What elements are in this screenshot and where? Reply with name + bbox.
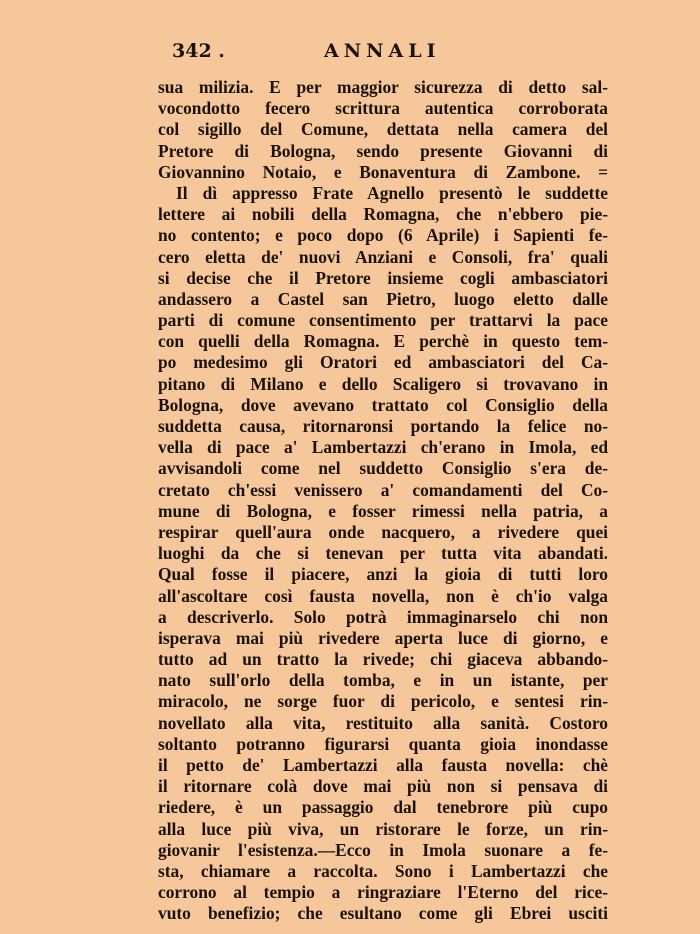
text-line: Bologna, dove avevano trattato col Consiglio della bbox=[158, 394, 608, 415]
text-line: isperava mai più rivedere aperta luce di giorno, e bbox=[158, 627, 608, 648]
text-line: riedere, è un passaggio dal tenebrore più cupo bbox=[158, 797, 608, 818]
page-header bbox=[158, 40, 608, 68]
text-line: si decise che il Pretore insieme cogli ambasciatori bbox=[158, 267, 608, 288]
page-number: 342 . bbox=[172, 40, 225, 62]
text-line: il petto de' Lambertazzi alla fausta novella: chè bbox=[158, 755, 608, 775]
text-line: pitano di Milano e dello Scaligero si trovavano in bbox=[158, 373, 608, 394]
text-line: parti di comune consentimento per trattarvi la pace bbox=[158, 310, 608, 331]
text-line: luoghi da che si tenevan per tutta vita abandati. bbox=[158, 543, 608, 564]
text-line: vuto benefizio; che esultano come gli Ebrei usciti bbox=[158, 903, 608, 924]
text-line: Giovannino Notaio, e Bonaventura di Zambone. = bbox=[158, 161, 608, 182]
text-line: nato sull'orlo della tomba, e in un istante, per bbox=[158, 670, 608, 691]
text-line: mune di Bologna, e fosser rimessi nella patria, a bbox=[158, 500, 608, 521]
text-line: alla luce più viva, un ristorare le forze, un rin- bbox=[158, 818, 608, 839]
text-line: sta, chiamare a raccolta. Sono i Lambertazzi che bbox=[158, 860, 608, 881]
text-line: cretato ch'essi venissero a' comandamenti del Co- bbox=[158, 479, 608, 500]
text-line: lettere ai nobili della Romagna, che n'ebbero pie- bbox=[158, 204, 608, 225]
text-line: andassero a Castel san Pietro, luogo eletto dalle bbox=[158, 288, 608, 309]
text-line: Pretore di Bologna, sendo presente Giovanni di bbox=[158, 140, 608, 161]
text-line: novellato alla vita, restituito alla sanità. Costoro bbox=[158, 712, 608, 733]
text-line: con quelli della Romagna. E perchè in questo tem- bbox=[158, 331, 608, 352]
text-line: giovanir l'esistenza.—Ecco in Imola suonare a fe- bbox=[158, 839, 608, 860]
text-line: col sigillo del Comune, dettata nella camera del bbox=[158, 119, 608, 140]
running-head: ANNALI bbox=[324, 40, 441, 62]
text-line: respirar quell'aura onde nacquero, a rivedere quei bbox=[158, 521, 608, 542]
text-line: miracolo, ne sorge fuor di pericolo, e sentesi rin- bbox=[158, 691, 608, 712]
text-line: avvisandoli come nel suddetto Consiglio s'era de- bbox=[158, 458, 608, 479]
text-line: a descriverlo. Solo potrà immaginarselo chi non bbox=[158, 606, 608, 627]
text-line: corrono al tempio a ringraziare l'Eterno del rice- bbox=[158, 882, 608, 903]
body-text bbox=[158, 77, 608, 925]
text-line: il ritornare colà dove mai più non si pensava di bbox=[158, 776, 608, 797]
text-line: suddetta causa, ritornaronsi portando la felice no- bbox=[158, 416, 608, 436]
text-line: soltanto potranno figurarsi quanta gioia inondasse bbox=[158, 733, 608, 754]
text-line: po medesimo gli Oratori ed ambasciatori del Ca- bbox=[158, 352, 608, 373]
text-line: tutto ad un tratto la rivede; chi giaceva abbando- bbox=[158, 649, 608, 670]
text-line: Il dì appresso Frate Agnello presentò le suddette bbox=[176, 182, 608, 203]
text-line: no contento; e poco dopo (6 Aprile) i Sapienti fe- bbox=[158, 225, 608, 246]
text-line: sua milizia. E per maggior sicurezza di detto sal- bbox=[158, 77, 608, 97]
text-line: vocondotto fecero scrittura autentica corroborata bbox=[158, 98, 608, 119]
text-line: vella di pace a' Lambertazzi ch'erano in Imola, ed bbox=[158, 437, 608, 458]
text-line: Qual fosse il piacere, anzi la gioia di tutti loro bbox=[158, 564, 608, 585]
text-line: cero eletta de' nuovi Anziani e Consoli, fra' quali bbox=[158, 246, 608, 267]
text-line: all'ascoltare così fausta novella, non è ch'io valga bbox=[158, 585, 608, 606]
